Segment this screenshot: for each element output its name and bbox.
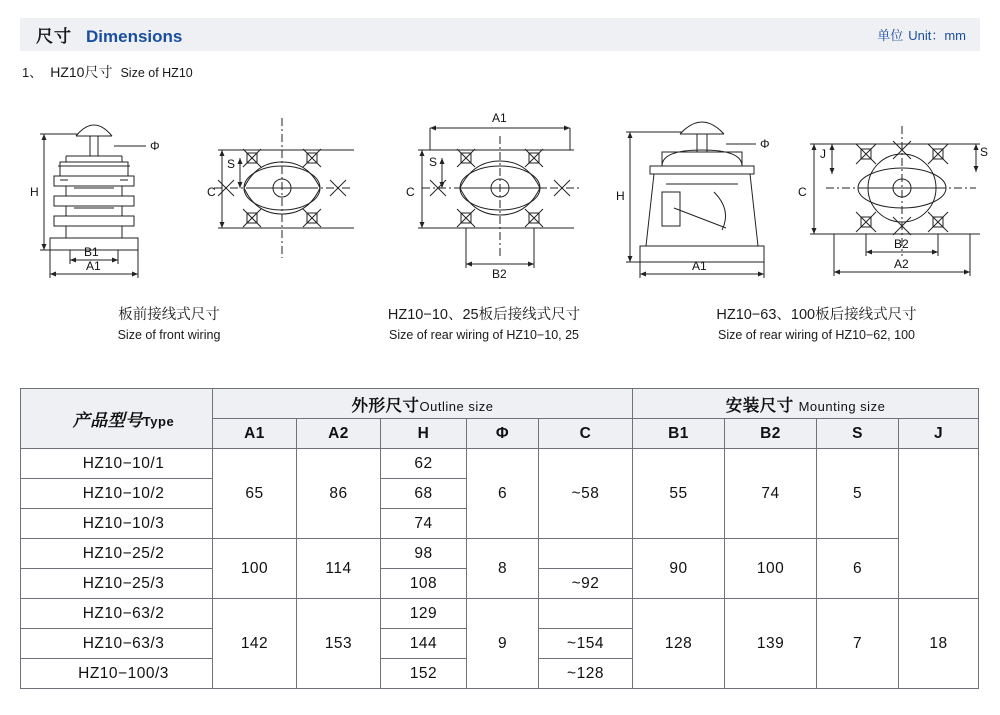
header-col-phi: Φ — [467, 419, 539, 449]
cell-s: 7 — [817, 599, 899, 689]
dimension-table-wrapper — [20, 388, 978, 689]
cell-a2: 153 — [297, 599, 381, 689]
header-group-outline-en: Outline size — [419, 398, 494, 414]
header-group-mounting-en: Mounting size — [798, 398, 886, 414]
svg-text:A1: A1 — [86, 259, 101, 273]
header-group-mounting-cn: 安装尺寸 — [725, 396, 794, 415]
cell-h: 62 — [381, 449, 467, 479]
cell-a2: 86 — [297, 449, 381, 539]
table-row — [21, 599, 979, 629]
cell-h: 152 — [381, 659, 467, 689]
figure-front-wiring-top — [207, 118, 354, 258]
table-head — [21, 389, 979, 449]
header-col-a1: A1 — [213, 419, 297, 449]
cell-j: 18 — [899, 599, 979, 689]
header-group-outline — [213, 389, 633, 419]
svg-text:S: S — [227, 157, 236, 171]
cell-phi: 6 — [467, 449, 539, 539]
caption-front-wiring — [14, 305, 324, 345]
cell-b1: 90 — [633, 539, 725, 599]
cell-model: HZ10−100/3 — [21, 659, 213, 689]
cell-b2: 74 — [725, 449, 817, 539]
unit-label-cn: 单位 — [877, 28, 904, 43]
header-title-group — [36, 22, 182, 47]
header-col-h: H — [381, 419, 467, 449]
header-col-s: S — [817, 419, 899, 449]
cell-h: 108 — [381, 569, 467, 599]
svg-text:H: H — [616, 189, 625, 203]
page-header-bar — [20, 18, 980, 51]
header-type-cn: 产品型号 — [72, 411, 143, 430]
svg-text:H: H — [30, 185, 39, 199]
cell-h: 68 — [381, 479, 467, 509]
dimension-drawings — [14, 88, 989, 288]
cell-c — [539, 599, 633, 629]
cell-model: HZ10−63/3 — [21, 629, 213, 659]
caption-front-wiring-cn: 板前接线式尺寸 — [118, 307, 220, 323]
svg-text:Φ: Φ — [150, 139, 160, 153]
cell-h: 74 — [381, 509, 467, 539]
cell-h: 144 — [381, 629, 467, 659]
cell-phi: 9 — [467, 599, 539, 689]
cell-c: ~128 — [539, 659, 633, 689]
table-row — [21, 539, 979, 569]
cell-model: HZ10−10/3 — [21, 509, 213, 539]
caption-rear-wiring-63-100-cn: HZ10−63、100板后接线式尺寸 — [716, 307, 917, 323]
cell-a2: 114 — [297, 539, 381, 599]
svg-text:B2: B2 — [894, 237, 909, 251]
cell-b2: 139 — [725, 599, 817, 689]
header-type — [21, 389, 213, 449]
svg-text:A1: A1 — [692, 259, 707, 273]
header-col-j: J — [899, 419, 979, 449]
cell-phi: 8 — [467, 539, 539, 599]
section-heading — [22, 62, 193, 82]
figure-rear-wiring-63-100-top — [798, 126, 988, 276]
svg-text:A2: A2 — [894, 257, 909, 271]
svg-text:Φ: Φ — [760, 137, 770, 151]
header-col-b1: B1 — [633, 419, 725, 449]
section-title-en: Size of HZ10 — [120, 66, 193, 80]
table-body — [21, 449, 979, 689]
cell-model: HZ10−10/2 — [21, 479, 213, 509]
cell-a1: 100 — [213, 539, 297, 599]
svg-text:B2: B2 — [492, 267, 507, 281]
svg-text:S: S — [980, 145, 989, 159]
cell-model: HZ10−10/1 — [21, 449, 213, 479]
svg-text:S: S — [429, 155, 438, 169]
cell-s: 5 — [817, 449, 899, 539]
cell-c: ~58 — [539, 449, 633, 539]
cell-b2: 100 — [725, 539, 817, 599]
page-title-cn: 尺寸 — [36, 27, 72, 46]
cell-h: 129 — [381, 599, 467, 629]
header-group-mounting — [633, 389, 979, 419]
section-title-cn: HZ10尺寸 — [50, 64, 113, 80]
header-type-en: Type — [142, 414, 175, 429]
svg-text:C: C — [406, 185, 415, 199]
svg-text:B1: B1 — [84, 245, 99, 259]
cell-a1: 65 — [213, 449, 297, 539]
header-col-a2: A2 — [297, 419, 381, 449]
cell-c: ~92 — [539, 569, 633, 599]
header-col-c: C — [539, 419, 633, 449]
svg-text:C: C — [207, 185, 216, 199]
cell-h: 98 — [381, 539, 467, 569]
svg-text:C: C — [798, 185, 807, 199]
cell-b1: 128 — [633, 599, 725, 689]
cell-a1: 142 — [213, 599, 297, 689]
figure-rear-wiring-63-100-side — [616, 122, 770, 278]
cell-c: ~154 — [539, 629, 633, 659]
header-col-b2: B2 — [725, 419, 817, 449]
cell-b1: 55 — [633, 449, 725, 539]
dimension-table — [20, 388, 979, 689]
figure-captions — [14, 305, 989, 345]
figure-front-wiring-side — [30, 125, 160, 278]
caption-rear-wiring-10-25-en: Size of rear wiring of HZ10−10, 25 — [388, 328, 580, 343]
header-group-outline-cn: 外形尺寸 — [351, 396, 420, 415]
svg-text:A1: A1 — [492, 111, 507, 125]
caption-rear-wiring-10-25-cn: HZ10−10、25板后接线式尺寸 — [387, 307, 581, 323]
caption-rear-wiring-10-25 — [324, 305, 644, 345]
unit-note — [877, 25, 966, 44]
table-header-group-row — [21, 389, 979, 419]
cell-j — [899, 449, 979, 599]
unit-label-en: Unit：mm — [908, 28, 966, 43]
figure-rear-wiring-10-25 — [406, 111, 580, 281]
cell-model: HZ10−25/3 — [21, 569, 213, 599]
caption-front-wiring-en: Size of front wiring — [117, 328, 221, 343]
cell-model: HZ10−63/2 — [21, 599, 213, 629]
cell-c — [539, 539, 633, 569]
section-number: 1、 — [22, 65, 43, 80]
table-row — [21, 449, 979, 479]
svg-text:J: J — [820, 147, 826, 161]
caption-rear-wiring-63-100 — [644, 305, 989, 345]
cell-s: 6 — [817, 539, 899, 599]
caption-rear-wiring-63-100-en: Size of rear wiring of HZ10−62, 100 — [718, 328, 915, 343]
page-title-en: Dimensions — [86, 27, 183, 46]
cell-model: HZ10−25/2 — [21, 539, 213, 569]
